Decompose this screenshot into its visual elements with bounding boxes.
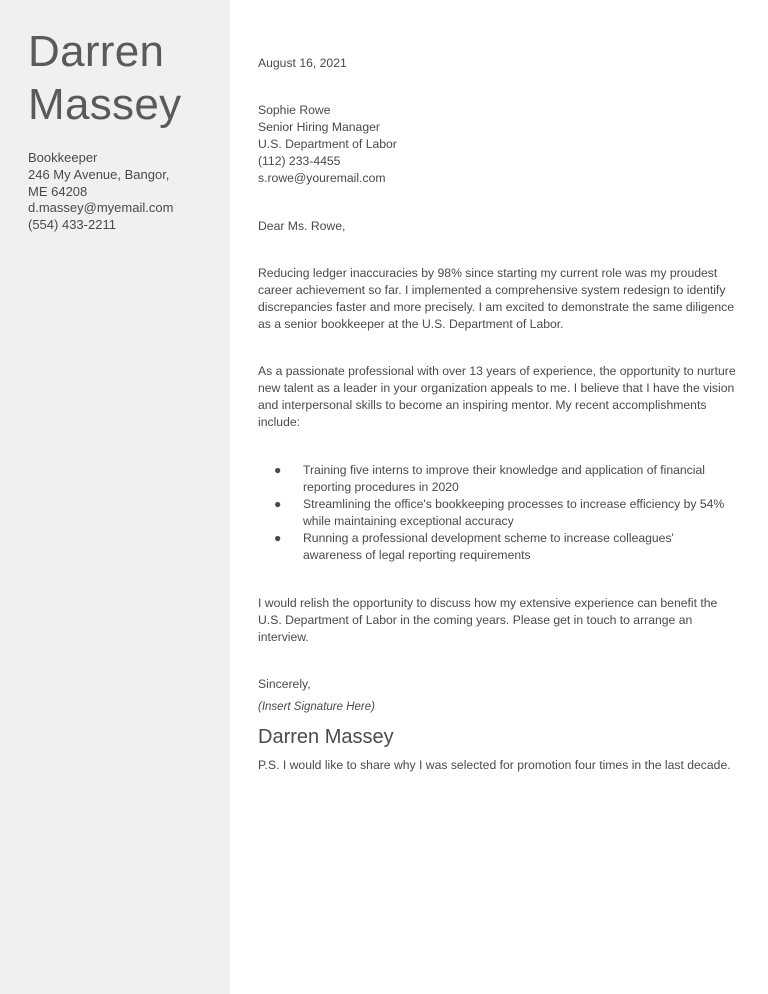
accomplishments-list	[258, 462, 736, 564]
greeting: Dear Ms. Rowe,	[258, 219, 346, 233]
signed-name: Darren Massey	[258, 726, 394, 748]
paragraph-2: As a passionate professional with over 13 years of experience, the opportunity to nurture new talent as a leader in your organization appeals to me. I believe that I have the vision and interpersonal skills to become an inspiring mentor. My recent accomplishments include:	[258, 364, 736, 429]
applicant-contact	[28, 150, 223, 234]
list-item	[258, 462, 733, 496]
applicant-address-line1: 246 My Avenue, Bangor,	[28, 166, 170, 182]
recipient-organization: U.S. Department of Labor	[258, 137, 397, 151]
applicant-first-name: Darren	[28, 27, 165, 76]
list-item	[258, 496, 733, 530]
paragraph-1: Reducing ledger inaccuracies by 98% since starting my current role was my proudest career achievement so far. I implemented a comprehensive system redesign to identify discrepancies faster and more precisely. I am excited to demonstrate the same diligence as a senior bookkeeper at the U.S. Department of Labor.	[258, 266, 734, 331]
list-item	[258, 530, 733, 564]
bullet-icon: ●	[274, 531, 282, 545]
recipient-block	[258, 102, 736, 187]
applicant-email: d.massey@myemail.com	[28, 200, 174, 216]
paragraph-3: I would relish the opportunity to discuss how my extensive experience can benefit the U.S. Department of Labor in the coming years. Please get in touch to arrange an interview.	[258, 596, 718, 644]
bullet-icon: ●	[274, 497, 282, 511]
list-item-text: Running a professional development scheme to increase colleagues' awareness of legal reporting requirements	[303, 531, 674, 562]
bullet-icon: ●	[274, 463, 282, 477]
recipient-title: Senior Hiring Manager	[258, 120, 380, 134]
closing: Sincerely,	[258, 677, 311, 691]
letter-date: August 16, 2021	[258, 56, 347, 70]
list-item-text: Streamlining the office's bookkeeping processes to increase efficiency by 54% while maintaining exceptional accuracy	[303, 497, 725, 528]
sidebar	[0, 0, 230, 994]
recipient-email: s.rowe@youremail.com	[258, 171, 386, 185]
list-item-text: Training five interns to improve their knowledge and application of financial reporting procedures in 2020	[303, 463, 705, 494]
applicant-address-line2: ME 64208	[28, 183, 88, 199]
postscript: P.S. I would like to share why I was selected for promotion four times in the last decade.	[258, 758, 731, 772]
recipient-phone: (112) 233-4455	[258, 154, 341, 168]
recipient-name: Sophie Rowe	[258, 103, 331, 117]
signature-placeholder: (Insert Signature Here)	[258, 701, 375, 713]
applicant-last-name: Massey	[28, 80, 182, 129]
applicant-job-title: Bookkeeper	[28, 150, 98, 165]
applicant-phone: (554) 433-2211	[28, 217, 116, 233]
